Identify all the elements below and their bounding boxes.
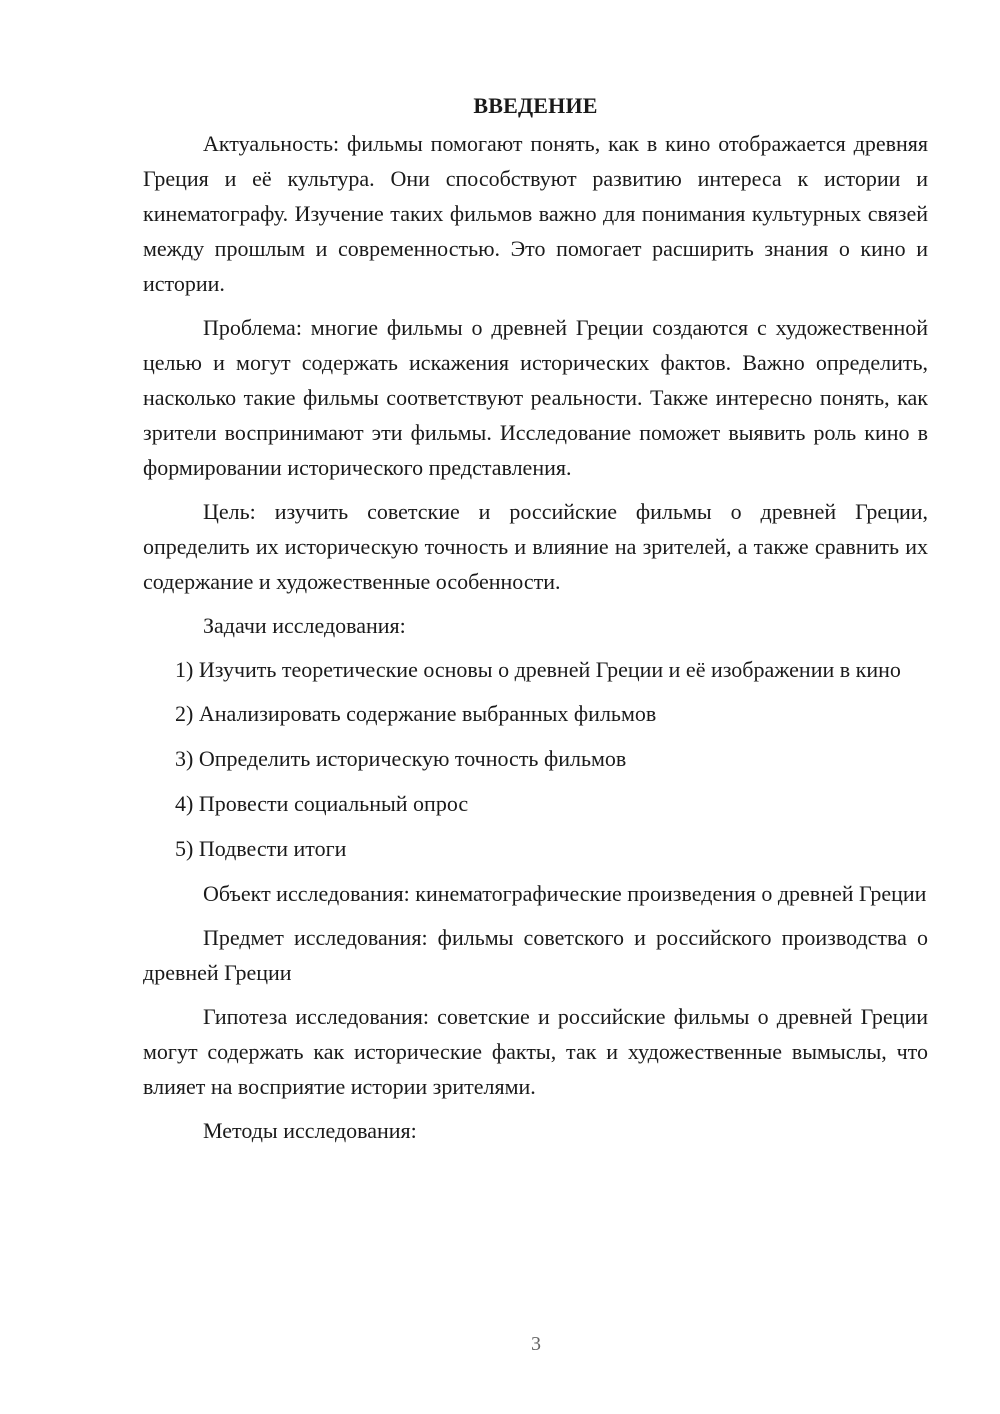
task-item: 2) Анализировать содержание выбранных фильмов — [175, 701, 657, 726]
paragraph-problem: Проблема: многие фильмы о древней Греции создаются с художественной целью и могут содержать искажения исторических фактов. Важно определить, насколько такие фильмы соответствуют реальности. Также интересно понять, как зрители воспринимают эти фильмы. Исследование поможет выявить роль кино в формировании исторического представления. — [143, 315, 928, 480]
page-title: ВВЕДЕНИЕ — [473, 93, 598, 118]
paragraph-relevance: Актуальность: фильмы помогают понять, как в кино отображается древняя Греция и её культура. Они способствуют развитию интереса к истории и кинематографу. Изучение таких фильмов важно для понимания культурных связей между прошлым и современностью. Это помогает расширить знания о кино и истории. — [143, 131, 928, 296]
methods-heading: Методы исследования: — [203, 1118, 417, 1143]
document-page — [143, 88, 928, 1157]
paragraph-goal: Цель: изучить советские и российские фильмы о древней Греции, определить их историческую точность и влияние на зрителей, а также сравнить их содержание и художественные особенности. — [143, 499, 928, 594]
paragraph-object: Объект исследования: кинематографические произведения о древней Греции — [203, 881, 927, 906]
task-item: 4) Провести социальный опрос — [175, 791, 469, 816]
paragraph-hypothesis: Гипотеза исследования: советские и российские фильмы о древней Греции могут содержать как исторические факты, так и художественные вымыслы, что влияет на восприятие истории зрителями. — [143, 1004, 928, 1099]
tasks-heading: Задачи исследования: — [203, 613, 406, 638]
task-item: 1) Изучить теоретические основы о древней Греции и её изображении в кино — [175, 657, 901, 682]
task-item: 3) Определить историческую точность фильмов — [175, 746, 627, 771]
page-number: 3 — [531, 1333, 541, 1355]
paragraph-subject: Предмет исследования: фильмы советского и российского производства о древней Греции — [143, 925, 928, 985]
task-item: 5) Подвести итоги — [175, 836, 347, 861]
